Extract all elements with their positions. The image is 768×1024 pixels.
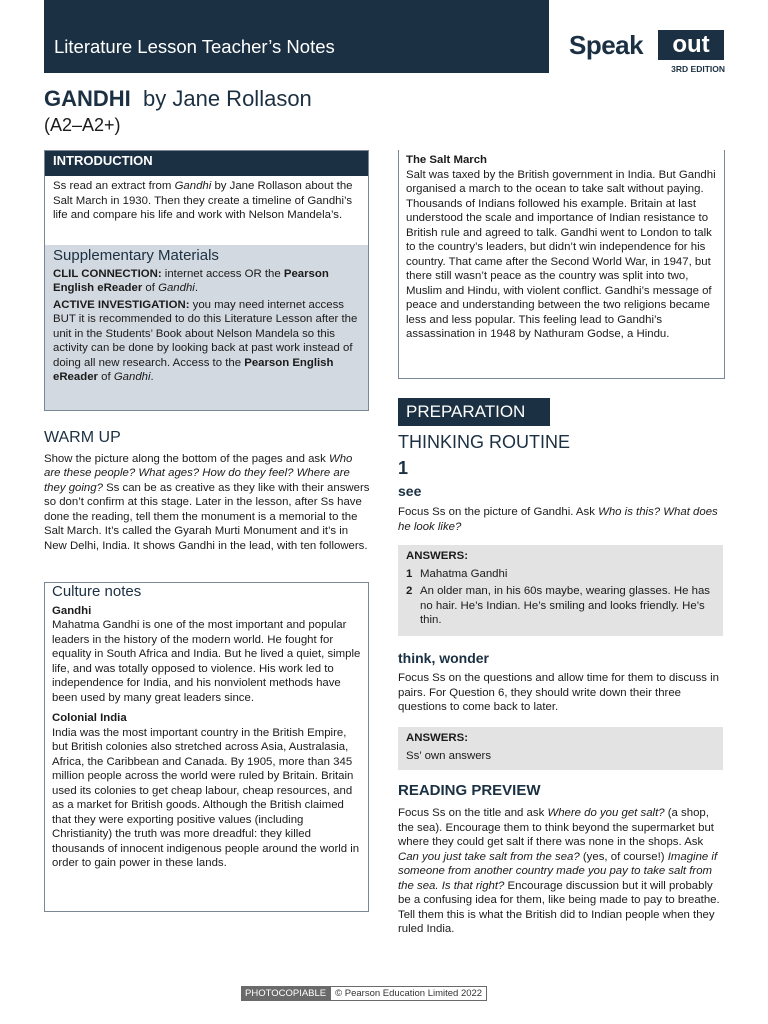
intro-book-title: Gandhi bbox=[174, 180, 212, 192]
title-main: GANDHI bbox=[44, 86, 131, 111]
clil-end: . bbox=[194, 282, 199, 294]
rp-q1: Where do you get salt? bbox=[547, 807, 665, 819]
intro-text-a: Ss read an extract from bbox=[53, 180, 175, 192]
answer-number: 2 bbox=[406, 585, 413, 597]
rp-q2: Can you just take salt from the sea? bbox=[398, 850, 580, 863]
salt-march-box bbox=[398, 150, 725, 379]
see-heading: see bbox=[398, 483, 422, 499]
see-t1: Focus Ss on the picture of Gandhi. Ask bbox=[398, 506, 599, 518]
active-ereader: Pearson English eReader bbox=[53, 356, 334, 383]
supplementary-heading: Supplementary Materials bbox=[53, 247, 219, 264]
see-question: Who is this? What does he look like? bbox=[398, 506, 718, 533]
rp-t1: Focus Ss on the title and ask bbox=[398, 807, 548, 819]
header-banner bbox=[44, 0, 549, 73]
warm-up-section bbox=[44, 431, 372, 553]
warm-t1: Show the picture along the bottom of the pages and ask bbox=[44, 452, 329, 465]
logo-speak: Speak bbox=[569, 30, 644, 60]
clil-connection bbox=[53, 267, 360, 296]
clil-text: internet access OR the bbox=[161, 267, 284, 280]
culture-notes-box bbox=[44, 582, 369, 912]
answers-label-2: ANSWERS: bbox=[406, 732, 469, 744]
copyright-label: © Pearson Education Limited 2022 bbox=[330, 986, 487, 1001]
warm-t3: Ss can be as creative as they like with their answers so don’t confirm at this stage. Later in the lesson, after Ss have done the reading, tell them the monument is a memorial to the Salt March. It’s called the Gyarah Murti Monument and it’s in New Delhi, India. It shows Gandhi in the lead, with ten followers. bbox=[44, 481, 370, 552]
logo-out: out bbox=[658, 30, 724, 60]
active-text: you may need internet access BUT it is recommended to do this Literature Lesson after the unit in the Students’ Book about Nelson Mandela so this activity can be done by looking back at past work instead of doing all new research. Access to the bbox=[53, 298, 358, 369]
answer-number: 1 bbox=[406, 567, 413, 580]
gandhi-text: Mahatma Gandhi is one of the most important and popular leaders in the history of the modern world. He fought for equality in South Africa and India. But he lived a quiet, simple life, and was totally opposed to violence. His work led to independence for India, and his nonviolent methods have been used by many great leaders since. bbox=[52, 619, 361, 704]
active-book: Gandhi bbox=[113, 371, 151, 383]
answers-text-2: Ss’ own answers bbox=[406, 749, 492, 762]
intro-text-b: by Jane Rollason about the Salt March in 1930. Then they create a timeline of Gandhi’s life and compare his life and work with Nelson Mandela’s. bbox=[53, 180, 353, 221]
clil-label: CLIL CONNECTION: bbox=[53, 267, 162, 280]
introduction-text bbox=[45, 176, 368, 229]
logo-edition: 3RD EDITION bbox=[671, 64, 725, 74]
salt-march-heading: The Salt March bbox=[406, 154, 488, 166]
speakout-logo bbox=[569, 30, 725, 74]
colonial-subheading: Colonial India bbox=[52, 712, 127, 724]
page-title bbox=[44, 86, 312, 112]
see-text bbox=[398, 505, 725, 534]
preparation-heading: PREPARATION bbox=[398, 398, 550, 426]
rp-t7: Encourage discussion but it will probably be a confusing idea for them, like being made to pay to breathe. Tell them this is what the British did to Indian people when they ruled India. bbox=[398, 879, 720, 935]
rp-q3: Imagine if someone from another country made you pay to take salt from the sea. Is that right? bbox=[398, 850, 718, 892]
title-author: by Jane Rollason bbox=[143, 86, 312, 111]
level-label: (A2–A2+) bbox=[44, 115, 121, 135]
answers-label: ANSWERS: bbox=[406, 550, 469, 562]
answers-box-1 bbox=[398, 545, 723, 636]
introduction-heading: INTRODUCTION bbox=[45, 151, 368, 176]
active-investigation bbox=[53, 298, 360, 385]
rp-t5: (yes, of course!) bbox=[579, 850, 668, 863]
answers-box-2 bbox=[398, 727, 723, 770]
routine-number: 1 bbox=[398, 458, 409, 478]
clil-of: of bbox=[142, 282, 159, 294]
warm-questions: Who are these people? What ages? How do they feel? Where are they going? bbox=[44, 452, 353, 494]
gandhi-subheading: Gandhi bbox=[52, 604, 92, 617]
clil-book: Gandhi bbox=[158, 282, 195, 294]
answer-item bbox=[406, 584, 715, 628]
header-title: Literature Lesson Teacher’s Notes bbox=[54, 36, 335, 57]
introduction-box bbox=[44, 150, 369, 411]
culture-notes-heading: Culture notes bbox=[52, 583, 142, 600]
reading-preview-heading: READING PREVIEW bbox=[398, 782, 541, 799]
rp-t3: (a shop, the sea). Encourage them to think beyond the supermarket but where they could get salt if there was none in the shops. Ask bbox=[398, 807, 714, 848]
colonial-text: India was the most important country in the British Empire, but British colonies also stretched across Asia, Australasia, Africa, the Caribbean and Canada. By 1905, more than 345 million people across the world were ruled by Britain. Britain used its colonies to get cheap labour, cheap resources, and as a market for British goods. Although the British claimed that they were exporting positive values (including Christianity) the truth was more dreadful: they killed thousands of innocent indigenous people around the world in order to gain power in these lands. bbox=[52, 726, 360, 869]
footer bbox=[241, 986, 487, 1001]
supplementary-materials bbox=[45, 245, 368, 410]
clil-ereader: Pearson English eReader bbox=[53, 267, 329, 294]
active-end: . bbox=[150, 371, 154, 383]
answer-item bbox=[406, 567, 715, 582]
active-of: of bbox=[97, 371, 114, 383]
active-label: ACTIVE INVESTIGATION: bbox=[53, 298, 190, 311]
reading-preview-text bbox=[398, 806, 725, 937]
photocopiable-label: PHOTOCOPIABLE bbox=[241, 986, 330, 1001]
warm-up-text bbox=[44, 452, 372, 554]
think-wonder-text: Focus Ss on the questions and allow time for them to discuss in pairs. For Question 6, they should write down their three questions to come back to later. bbox=[398, 672, 719, 713]
think-wonder-heading: think, wonder bbox=[398, 650, 489, 666]
thinking-routine-heading: THINKING ROUTINE bbox=[398, 432, 571, 452]
warm-up-heading: WARM UP bbox=[44, 429, 121, 446]
answer-text: Mahatma Gandhi bbox=[420, 567, 508, 580]
answer-text: An older man, in his 60s maybe, wearing glasses. He has no hair. He’s Indian. He’s smiling and looks friendly. He’s thin. bbox=[420, 585, 710, 626]
salt-march-text: Salt was taxed by the British government in India. But Gandhi organised a march to the ocean to take salt without paying. Thousands of Indians followed his example. Britain at last understood the scale and importance of Indian resistance to British rule and agreed to talk. Gandhi went to London to talk to the country’s leaders, but didn’t win independence for his country. That came after the Second World War, in 1947, but there still wasn’t peace as the country was split into two, Muslim and Hindu, with violent conflict. Gandhi’s message of peace and understanding between the two religions became less and less popular. This feeling lead to Gandhi’s assassination in 1948 by Nathuram Godse, a Hindu. bbox=[406, 168, 716, 340]
